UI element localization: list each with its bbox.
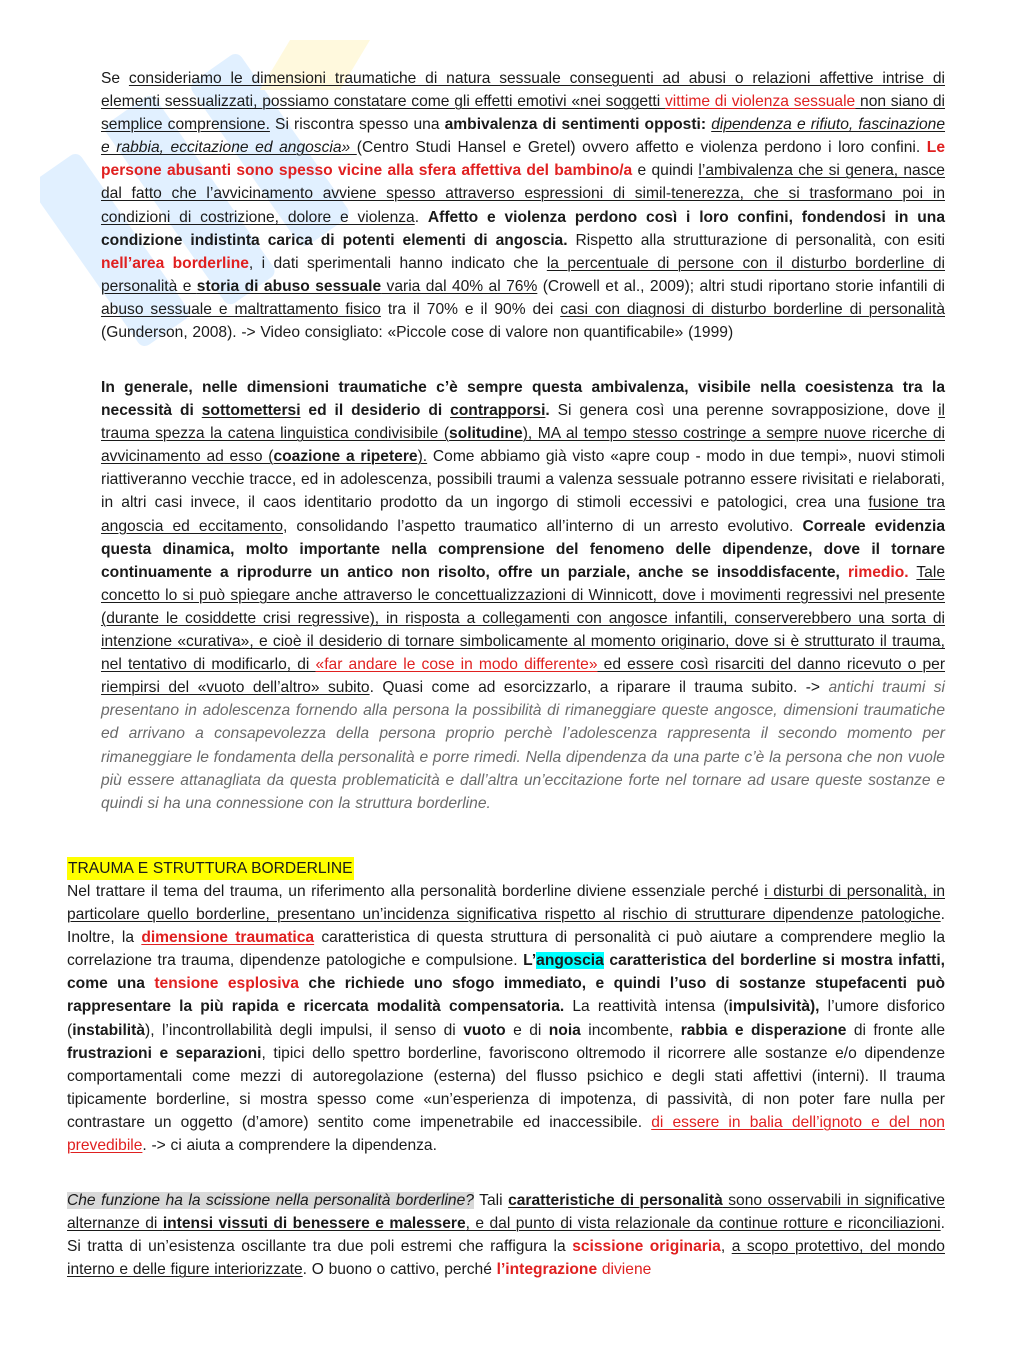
text-run: Tali bbox=[473, 1192, 509, 1209]
bold-underlined-text: contrapporsi bbox=[450, 402, 546, 420]
red-underlined-text: «far andare le cose in modo differente» bbox=[315, 656, 598, 674]
text-run: . Si tratta di un’esistenza oscillante tra due poli estremi che raffigura la bbox=[67, 1215, 945, 1256]
red-text: diviene bbox=[597, 1261, 652, 1279]
underlined-text: casi con diagnosi di disturbo borderline di personalità bbox=[560, 300, 945, 318]
text-run: di fronte alle bbox=[846, 1021, 945, 1039]
text-run: . -> ci aiuta a comprendere la dipendenza. bbox=[142, 1137, 437, 1155]
red-underlined-text: vittime di violenza sessuale bbox=[664, 93, 856, 111]
text-run: . O buono o cattivo, perché bbox=[302, 1261, 497, 1279]
text-run: caratteristica di questa struttura di personalità ci può aiutare a comprendere meglio la correlazione tra trauma, dipendenze patologiche e compulsione. bbox=[67, 929, 946, 970]
red-bold-text: rimedio. bbox=[847, 563, 909, 581]
text-run: Rispetto alla strutturazione di personalità, con esiti bbox=[567, 231, 945, 249]
text-run: (Crowell et al., 2009); altri studi riportano storie infantili di bbox=[537, 277, 945, 295]
text-run: ), l’incontrollabilità degli impulsi, il senso di bbox=[145, 1021, 464, 1039]
text-run: l’umore disforico ( bbox=[67, 998, 945, 1039]
paragraph-borderline-trauma bbox=[67, 880, 945, 1157]
text-run: Si riscontra spesso una bbox=[269, 116, 445, 134]
text-run: Se bbox=[101, 70, 129, 87]
red-bold-text: nell’area borderline bbox=[101, 254, 249, 272]
red-bold-underlined-text: dimensione traumatica bbox=[141, 929, 315, 947]
bold-text: frustrazioni e separazioni bbox=[67, 1044, 262, 1062]
underlined-text: varia dal 40% al 76% bbox=[381, 277, 538, 295]
underlined-text: ), MA al tempo stesso costringe a sempre nuove ricerche di avvicinamento ad esso ( bbox=[101, 425, 945, 466]
gray-highlighted-question: Che funzione ha la scissione nella personalità borderline? bbox=[67, 1192, 474, 1209]
text-run: , bbox=[720, 1238, 732, 1256]
underlined-text: abuso sessuale e maltrattamento fisico bbox=[101, 300, 381, 318]
red-bold-text: l’integrazione bbox=[496, 1261, 598, 1279]
underlined-text: fusione tra angoscia ed eccitamento bbox=[101, 494, 945, 535]
underlined-text: ed essere così risarciti del danno ricevuto o per riempirsi del «vuoto dell’altro» subito bbox=[101, 656, 946, 697]
underlined-text: Tale concetto lo si può spiegare anche attraverso le concettualizzazioni di Winnicott, dove i movimenti regressivi nel presente (durante le cosiddette crisi regressive), in risposta a collegamenti con angosce infantili, conserverebbero una sorta di intenzione «curativa», e cioè il desiderio di tornare simbolicamente al momento originario, dove si è strutturato il trauma, nel tentativo di modificarlo, di bbox=[101, 563, 945, 674]
text-run: , tipici dello spettro borderline, favoriscono oltremodo il ricorrere alle sostanze e/o dipendenze comportamentali come mezzi di autoregolazione (esterna) del flusso psichico e degli stati affettivi (interni). Il trauma tipicamente borderline, si mostra spesso come «un’esperienza di impotenza, di passività, di non poter fare nulla per contrastare un oggetto (d’amore) sentito come impenetrabile ed inaccessibile. bbox=[67, 1044, 946, 1131]
text-run: e di bbox=[505, 1021, 549, 1039]
text-run: (Centro Studi Hansel e Gretel) ovvero affetto e violenza perdono i loro confini. bbox=[356, 139, 927, 157]
bold-underlined-text: coazione a ripetere bbox=[273, 448, 418, 466]
underlined-text: sono osservabili in significative alternanze di bbox=[67, 1192, 945, 1233]
bold-text: ed il desiderio di bbox=[300, 402, 451, 420]
paragraph-abuse-ambivalence bbox=[101, 67, 945, 344]
bold-underlined-text: storia di abuso sessuale bbox=[196, 277, 382, 295]
text-run: tra il 70% e il 90% dei bbox=[380, 300, 561, 318]
text-run: . Quasi come ad esorcizzarlo, a riparare il trauma subito. -> bbox=[369, 679, 829, 697]
red-bold-text: Le persone abusanti sono spesso vicine alla sfera affettiva del bambino/a bbox=[101, 139, 945, 180]
text-run: . bbox=[414, 208, 428, 226]
underlined-text: l’ambivalenza che si genera, nasce dal fatto che l’avvicinamento avviene spesso attraverso espressioni di simil-tenerezza, che si trasformano poi in condizioni di costrizione, dolore e violenza bbox=[101, 162, 945, 226]
bold-text: caratteristica del borderline si mostra infatti, come una bbox=[67, 952, 945, 993]
text-run: Si genera così una perenne sovrapposizione, dove bbox=[549, 402, 939, 420]
bold-text: vuoto bbox=[463, 1021, 506, 1039]
bold-text: che richiede uno sfogo immediato, e quindi l’uso di sostanze stupefacenti può rappresentare la più rapida e ricercata modalità compensatoria. bbox=[67, 975, 945, 1016]
bold-text: In generale, nelle dimensioni traumatiche c’è sempre questa ambivalenza, visibile nella coesistenza tra la necessità di bbox=[101, 379, 945, 420]
paragraph-trauma-ambivalence bbox=[101, 376, 945, 815]
bold-text: Affetto e violenza perdono così i loro confini, fondendosi in una condizione indistinta carica di potenti elementi di angoscia. bbox=[101, 208, 946, 249]
underlined-text: la percentuale di persone con il disturbo borderline di personalità e bbox=[101, 254, 946, 295]
underlined-text: , e dal punto di vista relazionale da continue rotture e riconciliazioni bbox=[465, 1215, 941, 1233]
text-run: (Gunderson, 2008). -> Video consigliato: «Piccole cose di valore non quantificabile» (1999) bbox=[101, 324, 734, 342]
gray-italic-note: antichi traumi si presentano in adolescenza fornendo alla persona la possibilità di rimaneggiare queste angosce, dimensioni traumatiche ed arrivano a consapevolezza della persona proprio perchè l’adolescenza rappresenta il secondo momento per rimaneggiare le fondamenta della personalità e porre rimedi. Nella dipendenza da una parte c’è la persona che non vuole più essere attanagliata da questa problematicità e dall’altra un’eccitazione forte nel tornare ad usare queste sostanze e quindi si ha una connessione con la struttura borderline. bbox=[101, 679, 945, 812]
red-underlined-text: di essere in balia dell’ignoto e del non prevedibile bbox=[67, 1113, 945, 1155]
underlined-text: il trauma spezza la catena linguistica condivisibile ( bbox=[101, 402, 945, 443]
bold-text: L’ bbox=[523, 952, 537, 970]
text-run: Nel trattare il tema del trauma, un riferimento alla personalità borderline diviene essenziale perché bbox=[67, 883, 765, 900]
red-bold-text: scissione originaria bbox=[572, 1238, 721, 1256]
italic-underlined-text: dipendenza e rifiuto, fascinazione e rabbia, eccitazione ed angoscia» bbox=[101, 116, 946, 157]
bold-underlined-text: caratteristiche di personalità bbox=[508, 1192, 723, 1209]
bold-underlined-text: sottomettersi bbox=[201, 402, 301, 420]
text-run: . Inoltre, la bbox=[67, 906, 945, 947]
bold-text: noia bbox=[548, 1021, 581, 1039]
cyan-highlighted-text: angoscia bbox=[536, 952, 604, 970]
underlined-text: ). bbox=[417, 448, 428, 466]
underlined-text: consideriamo le dimensioni traumatiche di natura sessuale conseguenti ad abusi o relazioni affettive intrise di elementi sessualizzati, possiamo constatare come gli effetti emotivi «nei soggetti bbox=[101, 70, 945, 111]
red-bold-text: tensione esplosiva bbox=[154, 975, 299, 993]
bold-text: instabilità bbox=[72, 1021, 145, 1039]
text-run: , i dati sperimentali hanno indicato che bbox=[248, 254, 547, 272]
underlined-text: non siano di semplice comprensione. bbox=[101, 93, 945, 134]
bold-text: . bbox=[545, 402, 550, 420]
underlined-text: i disturbi di personalità, in particolare quello borderline, presentano un’incidenza significativa rispetto al rischio di strutturare dipendenze patologiche bbox=[67, 883, 945, 924]
text-run: incombente, bbox=[580, 1021, 681, 1039]
text-run: , consolidando l’aspetto traumatico all’interno di un arresto evolutivo. bbox=[283, 517, 803, 535]
section-heading: TRAUMA E STRUTTURA BORDERLINE bbox=[67, 857, 354, 880]
bold-underlined-text: intensi vissuti di benessere e malessere bbox=[162, 1215, 466, 1233]
bold-text: Correale evidenzia questa dinamica, molto importante nella comprensione del fenomeno delle dipendenze, dove il tornare continuamente a riprodurre un antico non risolto, offre un parziale, anche se insoddisfacente, bbox=[101, 517, 945, 581]
bold-underlined-text: solitudine bbox=[449, 425, 523, 443]
text-run: La reattività intensa ( bbox=[564, 998, 729, 1016]
text-run: Come abbiamo già visto «apre coup - modo in due tempi», nuovi stimoli riattiveranno vecchie tracce, ed in adolescenza, possibili traumi a valenza sessuale potranno essere rivisitati e rielaborati, in altri casi invece, il caos identitario prodotto da un ingorgo di stimoli eccessivi e patologici, crea una bbox=[101, 448, 945, 512]
bold-text: rabbia e disperazione bbox=[680, 1021, 847, 1039]
bold-text: ambivalenza di sentimenti opposti: bbox=[444, 116, 707, 134]
underlined-text: a scopo protettivo, del mondo interno e delle figure interiorizzate bbox=[67, 1238, 945, 1279]
bold-text: impulsività), bbox=[728, 998, 820, 1016]
text-run: e quindi bbox=[632, 162, 699, 180]
paragraph-scission-function bbox=[67, 1189, 945, 1281]
